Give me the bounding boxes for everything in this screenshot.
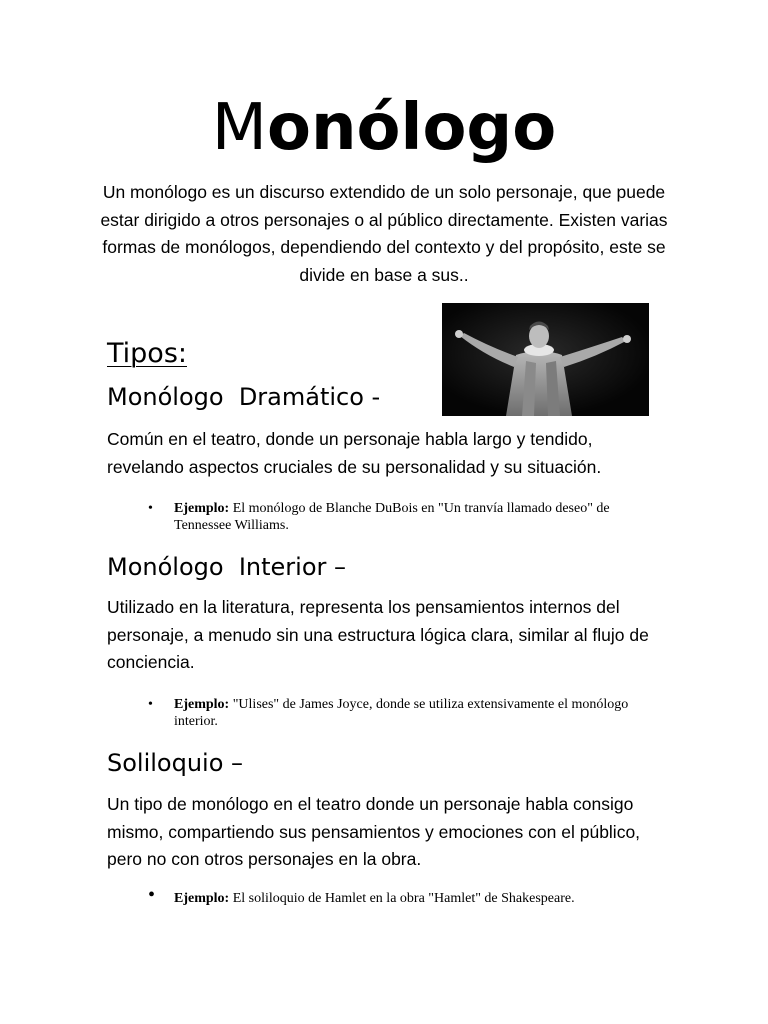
example-text: El monólogo de Blanche DuBois en "Un tranvía llamado deseo" de Tennessee Williams.	[174, 501, 610, 533]
bullet-icon: •	[148, 884, 156, 906]
section-body-interior: Utilizado en la literatura, representa los pensamientos internos del personaje, a menudo sin una estructura lógica clara, similar al flujo de conciencia.	[107, 597, 649, 672]
example-label: Ejemplo:	[174, 697, 230, 712]
section-body-soliloquio: Un tipo de monólogo en el teatro donde un personaje habla consigo mismo, compartiendo sus pensamientos y emociones con el público, pero no con otros personajes en la obra.	[107, 794, 641, 869]
section-heading-soliloquio: Soliloquio –	[107, 749, 244, 777]
section-heading-interior: Monólogo Interior –	[107, 553, 346, 581]
title-first-letter: M	[211, 91, 268, 165]
example-label: Ejemplo:	[174, 891, 230, 906]
actor-photo-image	[442, 303, 649, 416]
example-label: Ejemplo:	[174, 501, 230, 516]
bullet-icon: •	[148, 697, 153, 712]
document-title	[0, 86, 768, 170]
example-item-soliloquio	[148, 884, 668, 907]
example-text: "Ulises" de James Joyce, donde se utiliza extensivamente el monólogo interior.	[174, 697, 629, 729]
actor-photo	[442, 303, 649, 416]
example-item-interior	[148, 696, 668, 730]
title-rest: onólogo	[267, 91, 557, 165]
tipos-heading: Tipos:	[107, 338, 187, 369]
section-heading-dramatico: Monólogo Dramático -	[107, 383, 381, 411]
bullet-icon: •	[148, 501, 153, 516]
intro-paragraph: Un monólogo es un discurso extendido de un solo personaje, que puede estar dirigido a otros personajes o al público directamente. Existen varias formas de monólogos, dependiendo del contexto y del propósito, este se divide en base a sus..	[100, 182, 668, 285]
example-item-dramatico	[148, 500, 668, 534]
section-body-dramatico: Común en el teatro, donde un personaje habla largo y tendido, revelando aspectos cruciales de su personalidad y su situación.	[107, 429, 602, 477]
example-text: El soliloquio de Hamlet en la obra "Hamlet" de Shakespeare.	[229, 891, 575, 906]
